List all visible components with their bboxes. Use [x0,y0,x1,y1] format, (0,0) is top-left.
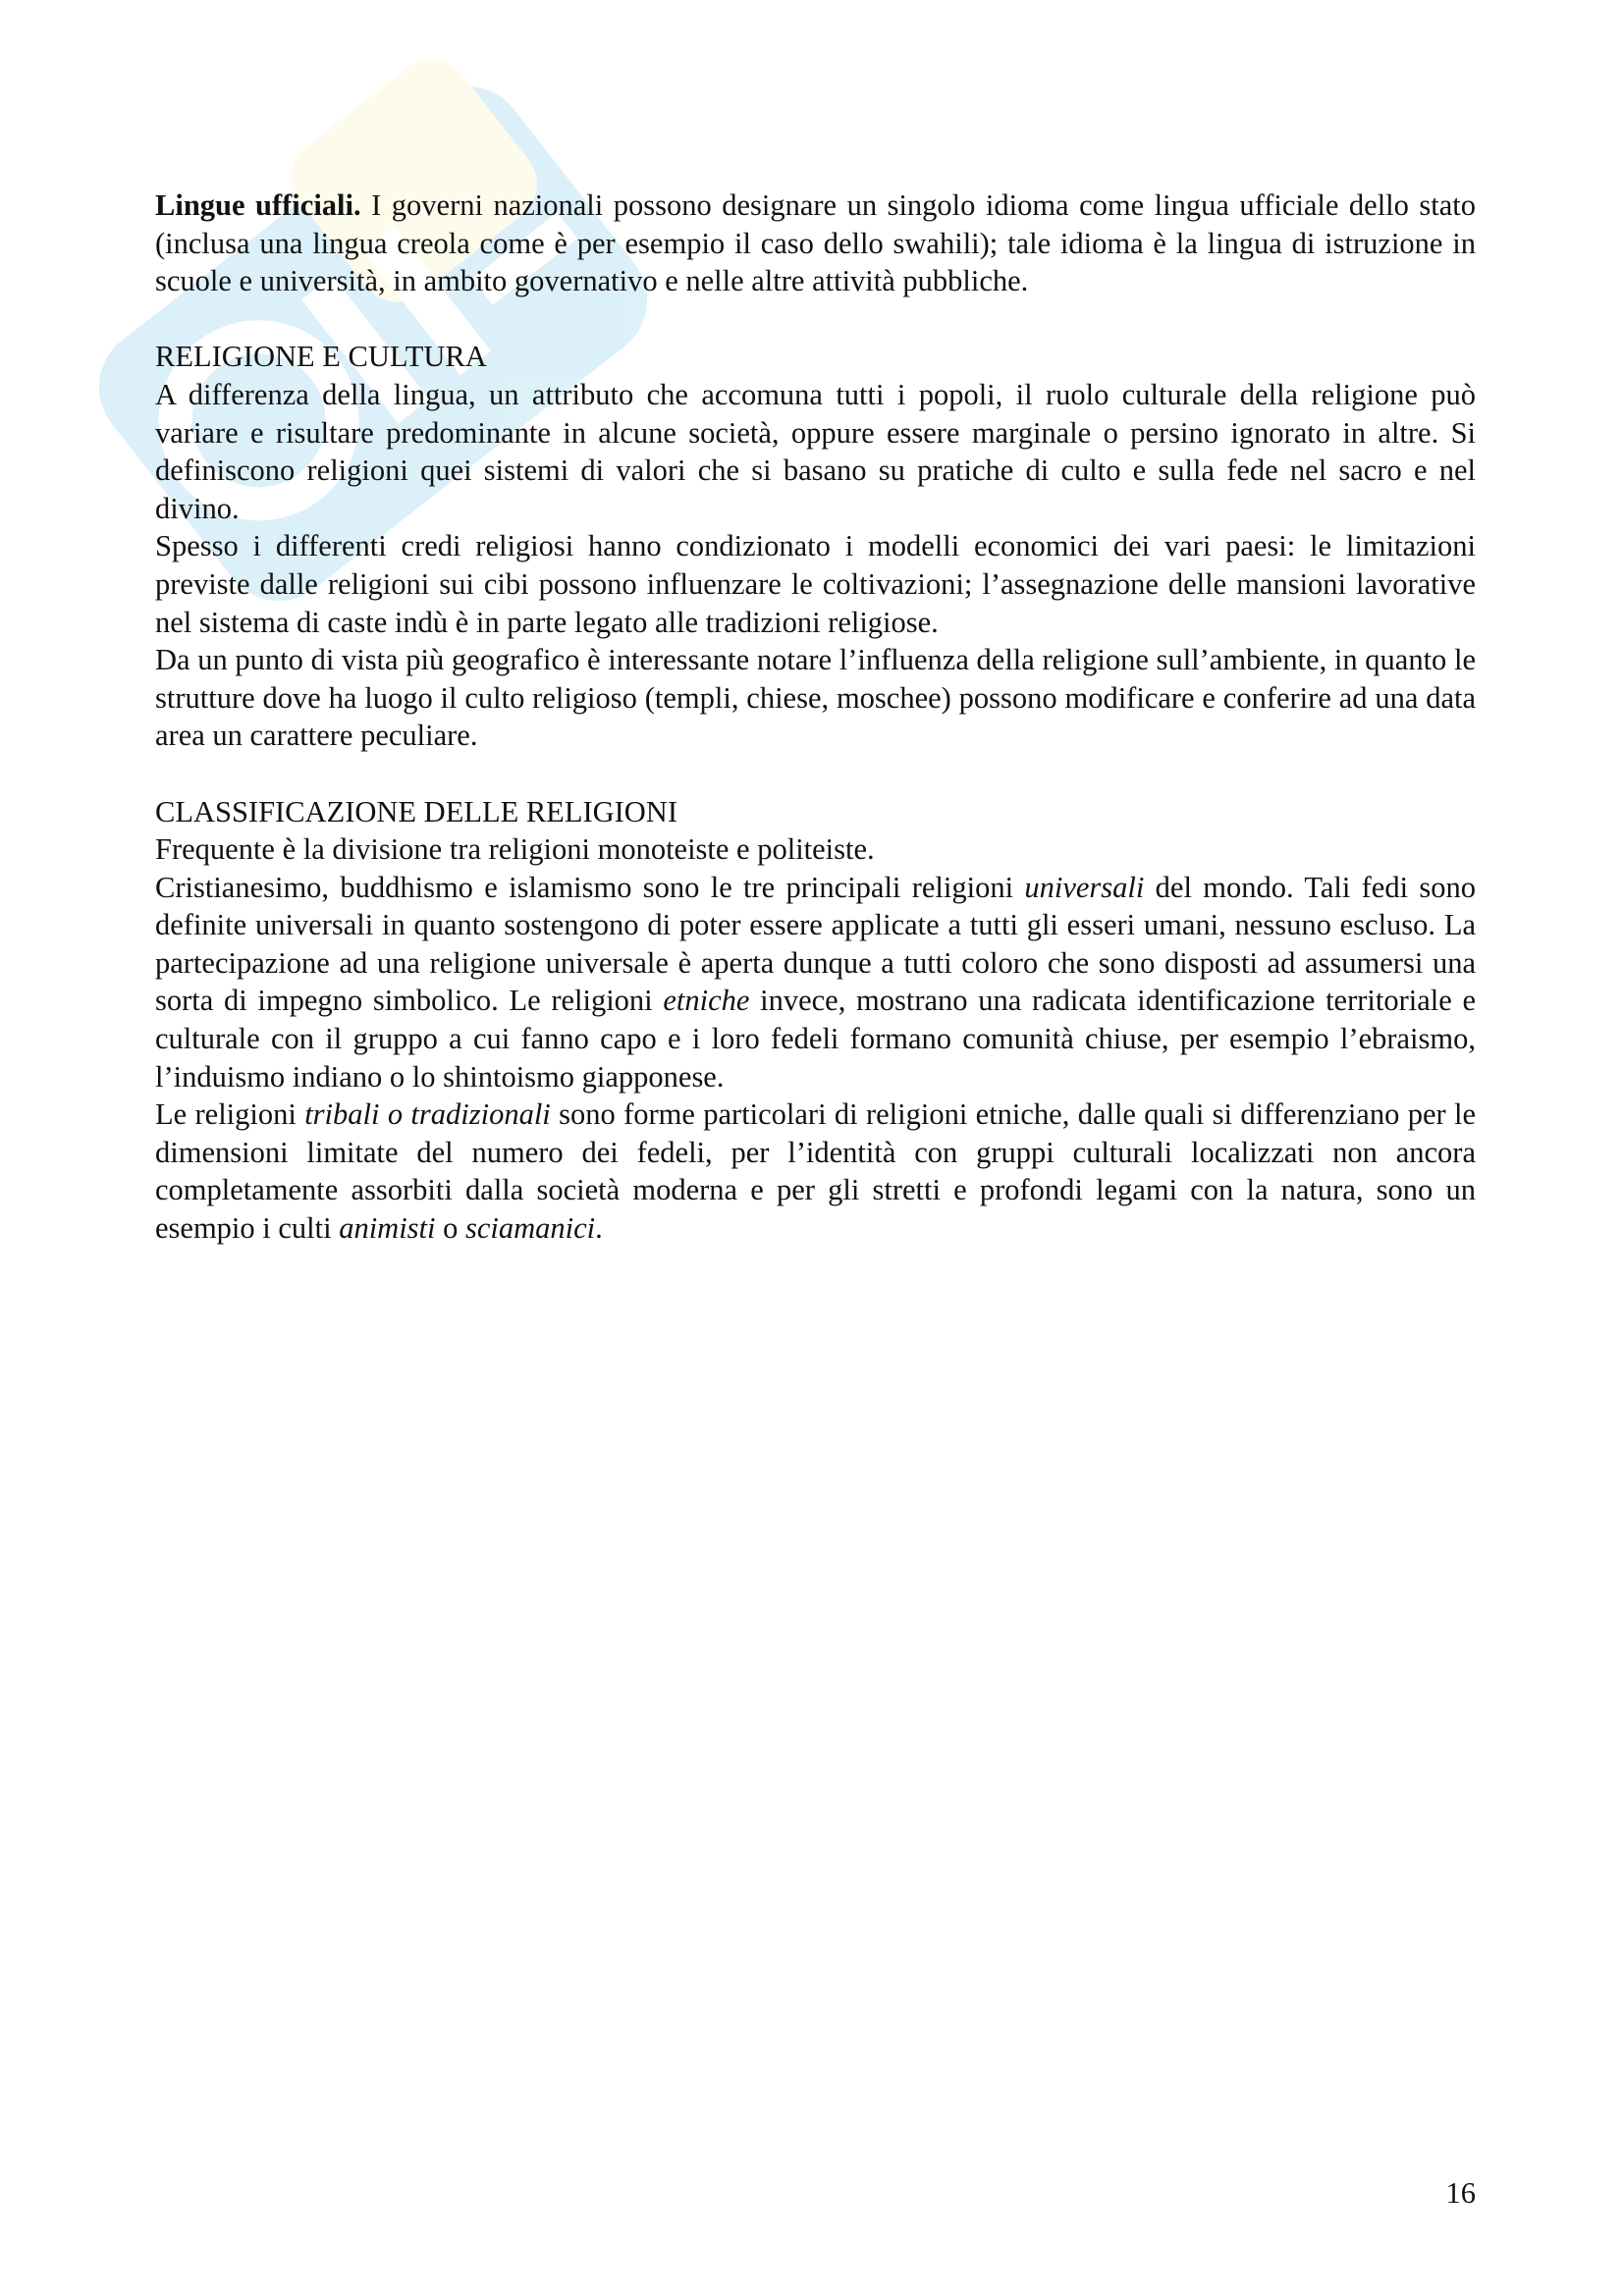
emphasis-term: sciamanici [465,1211,596,1246]
paragraph-text: Cristianesimo, buddhismo e islamismo sono le tre principali religioni [155,870,1025,904]
paragraph-classificazione-2 [155,869,1476,1096]
emphasis-term: etniche [663,984,750,1018]
lead-term: Lingue ufficiali. [155,188,361,222]
paragraph-religione-3: Da un punto di vista più geografico è interessante notare l’influenza della religione sull’ambiente, in quanto le strutture dove ha luogo il culto religioso (templi, chiese, moschee) possono modificare e conferire ad una data area un carattere peculiare. [155,643,1476,753]
emphasis-term: universali [1024,870,1145,904]
section-heading-religione-cultura: RELIGIONE E CULTURA [155,340,487,374]
paragraph-classificazione-3 [155,1095,1476,1247]
paragraph-text: I governi nazionali possono designare un singolo idioma come lingua ufficiale dello stato (inclusa una lingua creola come è per esempio il caso dello swahili); tale idioma è la lingua di istruzione in scuole e università, in ambito governativo e nelle altre attività pubbliche. [155,188,1477,298]
emphasis-term: tribali o tradizionali [304,1097,551,1132]
paragraph-text: Le religioni [155,1097,305,1132]
document-body [155,187,1476,1248]
section-heading-classificazione: CLASSIFICAZIONE DELLE RELIGIONI [155,794,677,828]
emphasis-term: animisti [339,1211,436,1246]
paragraph-gap [155,300,1476,339]
paragraph-religione-1: A differenza della lingua, un attributo che accomuna tutti i popoli, il ruolo culturale della religione può variare e risultare predominante in alcune società, oppure essere marginale o persino ignorato in altre. Si definiscono religioni quei sistemi di valori che si basano su pratiche di culto e sulla fede nel sacro e nel divino. [155,377,1476,525]
paragraph-text: o [435,1211,465,1246]
paragraph-text: invece, mostrano una radicata identificazione territoriale e culturale con il gruppo a cui fanno capo e i loro fedeli formano comunità chiuse, per esempio l’ebraismo, l’induismo indiano o lo shintoismo giapponese. [155,984,1477,1094]
paragraph-text: . [595,1211,603,1246]
paragraph-lingue-ufficiali [155,187,1476,300]
paragraph-gap [155,755,1476,793]
paragraph-religione-2: Spesso i differenti credi religiosi hanno condizionato i modelli economici dei vari paesi: le limitazioni previste dalle religioni sui cibi possono influenzare le coltivazioni; l’assegnazione delle mansioni lavorative nel sistema di caste indù è in parte legato alle tradizioni religiose. [155,529,1476,639]
page-number: 16 [1445,2176,1476,2210]
paragraph-classificazione-1: Frequente è la divisione tra religioni monoteiste e politeiste. [155,832,875,867]
paragraph-text: del mondo. Tali fedi sono definite universali in quanto sostengono di poter essere applicate a tutti gli esseri umani, nessuno escluso. La partecipazione ad una religione universale è aperta dunque a tutti coloro che sono disposti ad assumersi una sorta di impegno simbolico. Le religioni [155,870,1476,1018]
paragraph-text: sono forme particolari di religioni etniche, dalle quali si differenziano per le dimensioni limitate del numero dei fedeli, per l’identità con gruppi culturali localizzati non ancora completamente assorbiti dalla società moderna e per gli stretti e profondi legami con la natura, sono un esempio i culti [155,1097,1476,1246]
